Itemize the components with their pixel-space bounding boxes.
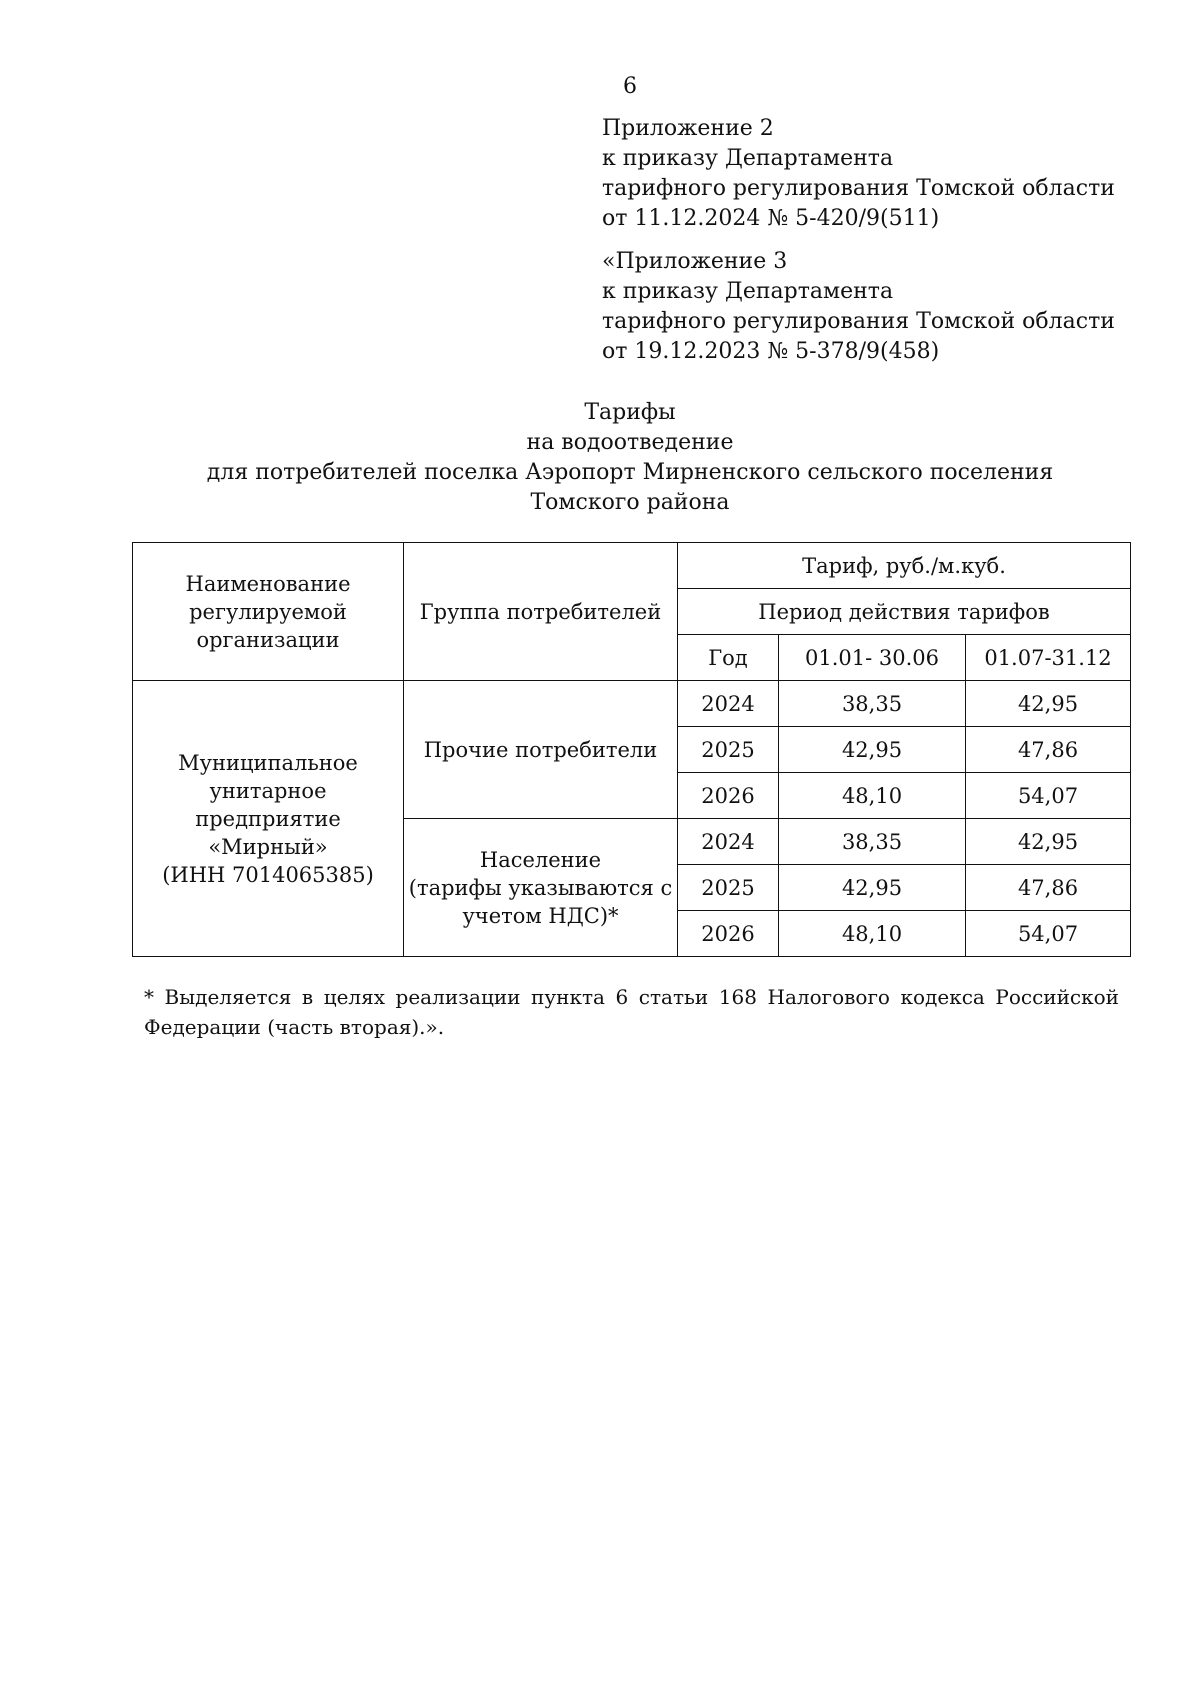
- title-line: на водоотведение: [526, 430, 734, 455]
- tariff-h1-cell: 38,35: [779, 681, 966, 727]
- header-period-2: 01.07-31.12: [966, 635, 1131, 681]
- header-period-1: 01.01- 30.06: [779, 635, 966, 681]
- org-line: унитарное предприятие: [195, 778, 341, 831]
- tariff-h1-cell: 48,10: [779, 773, 966, 819]
- org-line: «Мирный»: [208, 834, 328, 859]
- appendix-line: тарифного регулирования Томской области: [602, 309, 1115, 334]
- group-line: учетом НДС)*: [462, 903, 619, 928]
- year-cell: 2025: [678, 727, 779, 773]
- tariff-h1-cell: 42,95: [779, 727, 966, 773]
- tariff-h2-cell: 42,95: [966, 681, 1131, 727]
- appendix-line: тарифного регулирования Томской области: [602, 176, 1115, 201]
- year-cell: 2024: [678, 819, 779, 865]
- appendix-line: к приказу Департамента: [602, 146, 894, 171]
- tariff-h2-cell: 42,95: [966, 819, 1131, 865]
- consumer-group-cell: [404, 681, 678, 819]
- appendix-line: от 19.12.2023 № 5-378/9(458): [602, 339, 940, 364]
- header-consumer-group: Группа потребителей: [404, 543, 678, 681]
- group-line: (тарифы указываются с: [408, 875, 673, 900]
- footnote: * Выделяется в целях реализации пункта 6 статьи 168 Налогового кодекса Российской Федерации (часть вторая).».: [144, 985, 1119, 1039]
- header-period: Период действия тарифов: [678, 589, 1131, 635]
- appendix-current-header: [602, 114, 1115, 234]
- tariff-h2-cell: 47,86: [966, 727, 1131, 773]
- year-cell: 2025: [678, 865, 779, 911]
- org-line: Муниципальное: [178, 750, 358, 775]
- tariff-h2-cell: 54,07: [966, 911, 1131, 957]
- table-row: [133, 681, 1131, 727]
- tariff-h1-cell: 38,35: [779, 819, 966, 865]
- tariff-h1-cell: 48,10: [779, 911, 966, 957]
- year-cell: 2026: [678, 911, 779, 957]
- tariff-h2-cell: 54,07: [966, 773, 1131, 819]
- document-title: [130, 398, 1130, 518]
- tariff-h2-cell: 47,86: [966, 865, 1131, 911]
- appendix-line: Приложение 2: [602, 116, 774, 141]
- title-line: Тарифы: [584, 400, 676, 425]
- appendix-line: от 11.12.2024 № 5-420/9(511): [602, 206, 940, 231]
- org-line: (ИНН 7014065385): [162, 862, 374, 887]
- year-cell: 2026: [678, 773, 779, 819]
- title-line: для потребителей поселка Аэропорт Мирненского сельского поселения: [206, 460, 1054, 485]
- year-cell: 2024: [678, 681, 779, 727]
- header-year: Год: [678, 635, 779, 681]
- tariff-h1-cell: 42,95: [779, 865, 966, 911]
- page-number: 6: [623, 74, 637, 99]
- group-line: Население: [479, 847, 602, 872]
- appendix-line: «Приложение 3: [602, 249, 788, 274]
- appendix-original-header: [602, 247, 1115, 367]
- title-line: Томского района: [530, 490, 730, 515]
- header-org-name: Наименование регулируемой организации: [133, 543, 404, 681]
- header-tariff: Тариф, руб./м.куб.: [678, 543, 1131, 589]
- organization-cell: [133, 681, 404, 957]
- table-header-row: [133, 543, 1131, 589]
- consumer-group-cell: [404, 819, 678, 957]
- appendix-line: к приказу Департамента: [602, 279, 894, 304]
- group-line: Прочие потребители: [423, 737, 658, 762]
- tariff-table: [132, 542, 1131, 957]
